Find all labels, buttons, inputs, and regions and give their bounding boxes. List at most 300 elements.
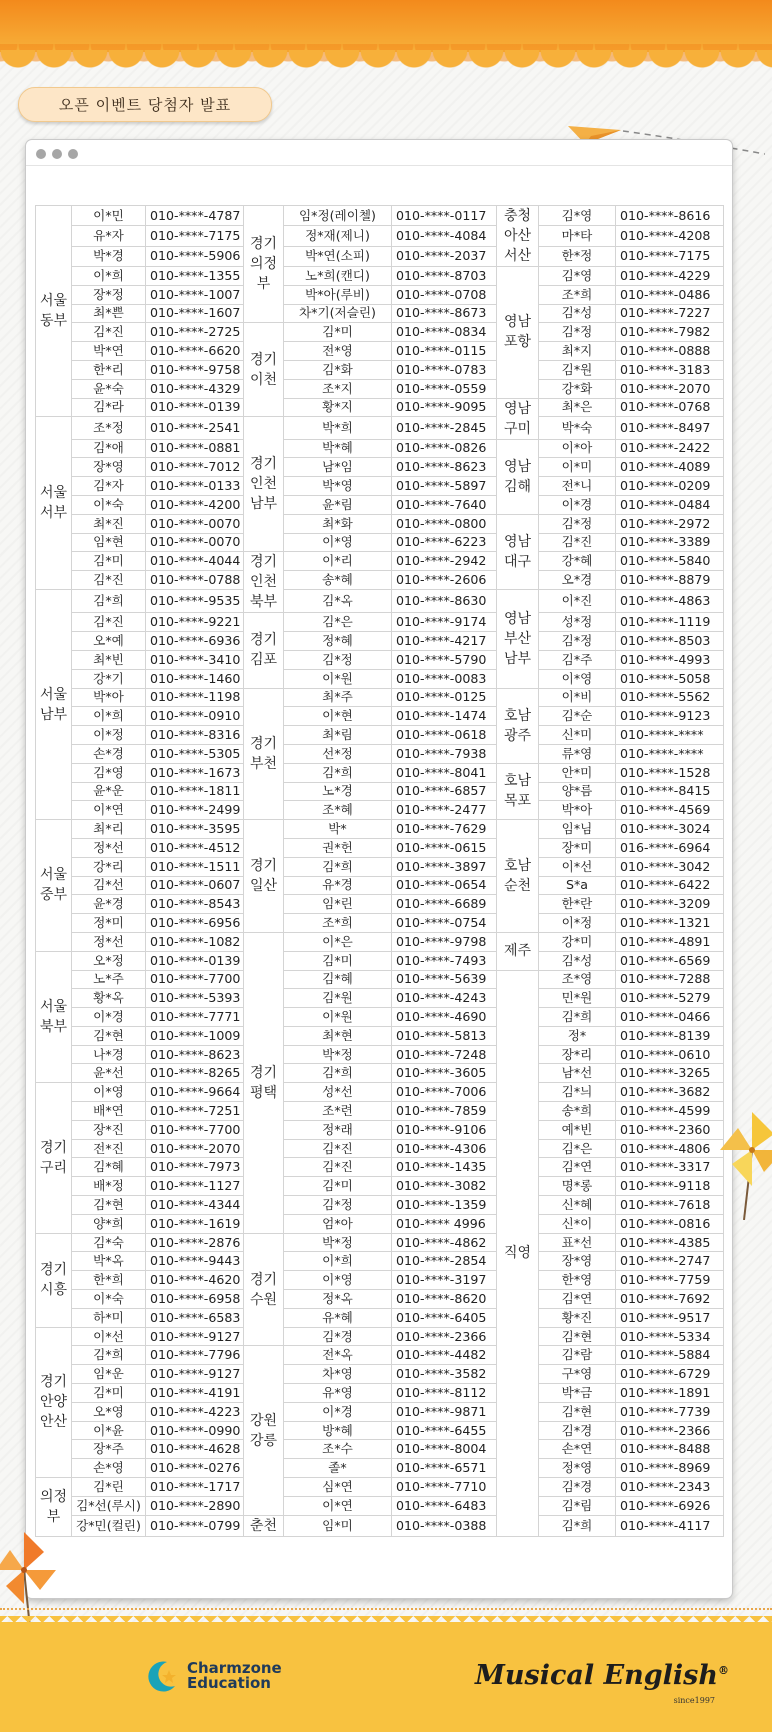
winner-phone: 010-****-2499	[146, 801, 244, 820]
winner-name: 김*미	[284, 951, 392, 970]
region-cell: 경기 일산	[244, 820, 284, 933]
winner-phone: 010-****-7248	[392, 1045, 497, 1064]
winner-name: 김*미	[284, 1177, 392, 1196]
winner-phone: 010-****-1474	[392, 707, 497, 726]
musical-english-logo: Musical English® since1997	[475, 1660, 729, 1705]
winner-name: 김*희	[284, 1064, 392, 1083]
winner-phone: 010-****-3082	[392, 1177, 497, 1196]
table-row	[36, 951, 724, 970]
winner-phone: 010-****-9535	[146, 589, 244, 612]
winner-phone: 010-****-8488	[616, 1440, 724, 1459]
region-cell: 서울 동부	[36, 206, 72, 417]
winner-name: 전*진	[72, 1139, 146, 1158]
winner-phone: 010-****-4806	[616, 1139, 724, 1158]
winner-phone: 010-****-5639	[392, 970, 497, 989]
winner-phone: 010-****-0125	[392, 688, 497, 707]
winner-name: 차*영	[284, 1365, 392, 1384]
winner-name: 김*경	[539, 1478, 616, 1497]
winner-name: 김*정	[539, 323, 616, 342]
table-row	[36, 801, 724, 820]
winner-name: 김*늬	[539, 1083, 616, 1102]
table-row	[36, 1252, 724, 1271]
winner-name: 조*수	[284, 1440, 392, 1459]
winner-name: 이*현	[284, 707, 392, 726]
region-cell: 경기 부천	[244, 688, 284, 820]
header-scallop-front	[0, 50, 772, 70]
region-cell: 경기 안양 안산	[36, 1327, 72, 1477]
table-row	[36, 379, 724, 398]
winner-phone: 010-****-0115	[392, 342, 497, 361]
winner-name: 강*기	[72, 669, 146, 688]
winner-name: 이*경	[539, 495, 616, 514]
winner-phone: 010-****-5393	[146, 989, 244, 1008]
table-row	[36, 1233, 724, 1252]
winner-phone: 010-****-8623	[146, 1045, 244, 1064]
winner-phone: 010-****-6405	[392, 1308, 497, 1327]
winner-name: 이*은	[284, 932, 392, 951]
winner-name: 김*람	[539, 1346, 616, 1365]
region-cell: 경기 이천	[244, 323, 284, 417]
winner-phone: 010-****-3595	[146, 820, 244, 839]
winner-phone: 010-****-7938	[392, 744, 497, 763]
winner-name: 박*정	[284, 1045, 392, 1064]
winner-name: 이*연	[72, 801, 146, 820]
winner-name: 박*영	[284, 477, 392, 496]
winner-phone: 010-****-0754	[392, 914, 497, 933]
winner-phone: 010-****-0799	[146, 1515, 244, 1536]
winner-name: 신*미	[539, 726, 616, 745]
winner-phone: 010-****-7759	[616, 1271, 724, 1290]
winner-phone: 010-****-0466	[616, 1008, 724, 1027]
winner-phone: 010-****-1717	[146, 1478, 244, 1497]
winner-phone: 010-****-1009	[146, 1026, 244, 1045]
winner-name: 나*경	[72, 1045, 146, 1064]
winner-phone: 010-****-4306	[392, 1139, 497, 1158]
winner-phone: 010-****-4191	[146, 1384, 244, 1403]
winner-name: 김*연	[539, 1290, 616, 1309]
winner-phone: 010-****-4690	[392, 1008, 497, 1027]
winner-name: S*a	[539, 876, 616, 895]
winner-phone: 010-****-8543	[146, 895, 244, 914]
winner-name: 이*영	[539, 669, 616, 688]
winner-phone: 010-****-0615	[392, 838, 497, 857]
pinwheel-orange-icon	[0, 1518, 60, 1628]
table-row	[36, 1271, 724, 1290]
winner-phone: 010-****-0834	[392, 323, 497, 342]
winner-name: 한*희	[72, 1271, 146, 1290]
winner-phone: 010-****-3389	[616, 533, 724, 552]
winner-name: 황*진	[539, 1308, 616, 1327]
winner-phone: 010-****-6958	[146, 1290, 244, 1309]
winner-phone: 010-****-3265	[616, 1064, 724, 1083]
winner-phone: 010-****-9123	[616, 707, 724, 726]
winner-name: 손*경	[72, 744, 146, 763]
winner-name: 김*혜	[72, 1158, 146, 1177]
winner-phone: 010-**** 4996	[392, 1214, 497, 1233]
winner-name: 정*영	[539, 1459, 616, 1478]
winner-phone: 010-****-1355	[146, 267, 244, 286]
table-row	[36, 669, 724, 688]
winner-phone: 010-****-5305	[146, 744, 244, 763]
winner-name: 이*연	[284, 1496, 392, 1515]
winner-name: 임*운	[72, 1365, 146, 1384]
table-row	[36, 1102, 724, 1121]
winner-name: 노*희(캔디)	[284, 267, 392, 286]
winner-name: 류*영	[539, 744, 616, 763]
winner-phone: 010-****-7227	[616, 304, 724, 323]
winner-name: 장*미	[539, 838, 616, 857]
winner-phone: 010-****-4223	[146, 1402, 244, 1421]
winner-phone: 010-****-5279	[616, 989, 724, 1008]
winner-phone: 010-****-6422	[616, 876, 724, 895]
table-row	[36, 417, 724, 439]
region-cell: 경기 인천 남부	[244, 417, 284, 552]
table-row	[36, 1421, 724, 1440]
winner-name: 구*영	[539, 1365, 616, 1384]
winner-phone: 010-****-3410	[146, 650, 244, 669]
winner-phone: 010-****-6583	[146, 1308, 244, 1327]
table-row	[36, 1402, 724, 1421]
table-row	[36, 285, 724, 304]
winner-phone: 010-****-2477	[392, 801, 497, 820]
table-row	[36, 226, 724, 246]
table-row	[36, 458, 724, 477]
winner-phone: 010-****-3605	[392, 1064, 497, 1083]
winner-phone: 016-****-6964	[616, 838, 724, 857]
winner-name: 노*주	[72, 970, 146, 989]
winner-phone: 010-****-9127	[146, 1365, 244, 1384]
winner-phone: 010-****-0783	[392, 360, 497, 379]
winner-phone: 010-****-0610	[616, 1045, 724, 1064]
table-row	[36, 613, 724, 632]
table-row	[36, 914, 724, 933]
charmzone-logo: Charmzone Education	[145, 1658, 282, 1694]
winner-name: 유*경	[284, 876, 392, 895]
winner-phone: 010-****-8497	[616, 417, 724, 439]
winner-name: 마*타	[539, 226, 616, 246]
winner-name: 김*원	[539, 360, 616, 379]
winner-phone: 010-****-0070	[146, 533, 244, 552]
region-cell: 서울 중부	[36, 820, 72, 952]
winner-name: 이*희	[72, 267, 146, 286]
winner-phone: 010-****-1007	[146, 285, 244, 304]
winner-phone: 010-****-4117	[616, 1515, 724, 1536]
winner-name: 김*영	[539, 267, 616, 286]
table-row	[36, 1496, 724, 1515]
winner-name: 박*희	[284, 417, 392, 439]
winner-phone: 010-****-0910	[146, 707, 244, 726]
winner-phone: 010-****-4862	[392, 1233, 497, 1252]
winner-phone: 010-****-0800	[392, 514, 497, 533]
winner-name: 김*진	[284, 1158, 392, 1177]
region-cell: 제주	[497, 932, 539, 970]
winner-name: 김*영	[539, 206, 616, 226]
winner-name: 윤*림	[284, 495, 392, 514]
winner-name: 김*순	[539, 707, 616, 726]
winner-name: 이*경	[284, 1402, 392, 1421]
winner-name: 박*혜	[284, 439, 392, 458]
winner-name: 이*진	[539, 589, 616, 612]
winner-phone: 010-****-1511	[146, 857, 244, 876]
winner-name: 이*민	[72, 206, 146, 226]
winner-phone: 010-****-6729	[616, 1365, 724, 1384]
winner-name: 심*연	[284, 1478, 392, 1497]
winner-phone: 010-****-6483	[392, 1496, 497, 1515]
table-row	[36, 1365, 724, 1384]
winner-phone: 010-****-4329	[146, 379, 244, 398]
table-row	[36, 1177, 724, 1196]
winner-name: 오*영	[72, 1402, 146, 1421]
winner-phone: 010-****-5897	[392, 477, 497, 496]
winner-phone: 010-****-8041	[392, 763, 497, 782]
winner-phone: 010-****-9221	[146, 613, 244, 632]
table-row	[36, 1384, 724, 1403]
winner-name: 김*화	[284, 360, 392, 379]
winner-phone: 010-****-0881	[146, 439, 244, 458]
winner-name: 조*희	[539, 285, 616, 304]
winner-phone: 010-****-2876	[146, 1233, 244, 1252]
winner-phone: 010-****-7859	[392, 1102, 497, 1121]
winner-phone: 010-****-7692	[616, 1290, 724, 1309]
winner-name: 김*진	[72, 613, 146, 632]
winner-name: 정*옥	[284, 1290, 392, 1309]
winner-name: 이*숙	[72, 1290, 146, 1309]
winner-name: 김*미	[72, 552, 146, 571]
winner-phone: 010-****-4044	[146, 552, 244, 571]
table-row	[36, 857, 724, 876]
winner-name: 윤*선	[72, 1064, 146, 1083]
winner-name: 선*정	[284, 744, 392, 763]
winner-name: 강*민(컬린)	[72, 1515, 146, 1536]
winner-name: 박*경	[72, 246, 146, 266]
region-cell: 서울 북부	[36, 951, 72, 1083]
table-row	[36, 1196, 724, 1215]
winner-name: 강*혜	[539, 552, 616, 571]
winner-name: 최*은	[539, 398, 616, 417]
winner-phone: 010-****-1359	[392, 1196, 497, 1215]
winner-name: 방*혜	[284, 1421, 392, 1440]
winner-name: 이*영	[72, 1083, 146, 1102]
winner-name: 민*원	[539, 989, 616, 1008]
winner-name: 김*주	[539, 650, 616, 669]
winner-name: 정*선	[72, 838, 146, 857]
table-row	[36, 1026, 724, 1045]
winner-name: 성*선	[284, 1083, 392, 1102]
winner-name: 이*경	[72, 1008, 146, 1027]
table-row	[36, 342, 724, 361]
winner-phone: 010-****-9758	[146, 360, 244, 379]
table-row	[36, 726, 724, 745]
winner-name: 김*미	[284, 323, 392, 342]
winner-name: 박*정	[284, 1233, 392, 1252]
winner-name: 이*윤	[72, 1421, 146, 1440]
winner-name: 이*영	[284, 533, 392, 552]
winner-phone: 010-****-4993	[616, 650, 724, 669]
winner-phone: 010-****-4569	[616, 801, 724, 820]
winner-name: 최*쁜	[72, 304, 146, 323]
winner-phone: 010-****-4217	[392, 632, 497, 651]
winner-phone: 010-****-1198	[146, 688, 244, 707]
winner-phone: 010-****-4599	[616, 1102, 724, 1121]
winner-name: 김*현	[539, 1327, 616, 1346]
table-row	[36, 1327, 724, 1346]
winner-name: 김*정	[284, 1196, 392, 1215]
winner-name: 박*금	[539, 1384, 616, 1403]
winner-phone: 010-****-8004	[392, 1440, 497, 1459]
winner-name: 김*진	[284, 1139, 392, 1158]
table-row	[36, 589, 724, 612]
winner-phone: 010-****-0826	[392, 439, 497, 458]
winner-name: 김*은	[284, 613, 392, 632]
winner-phone: 010-****-4891	[616, 932, 724, 951]
winner-phone: 010-****-6571	[392, 1459, 497, 1478]
winner-name: 김*정	[284, 650, 392, 669]
winner-phone: 010-****-0708	[392, 285, 497, 304]
winner-name: 이*희	[72, 707, 146, 726]
winner-name: 박*아	[72, 688, 146, 707]
winner-phone: 010-****-2942	[392, 552, 497, 571]
winner-phone: 010-****-0768	[616, 398, 724, 417]
winner-name: 신*이	[539, 1214, 616, 1233]
winner-phone: 010-****-8620	[392, 1290, 497, 1309]
winner-name: 정*재(제니)	[284, 226, 392, 246]
winner-phone: 010-****-4628	[146, 1440, 244, 1459]
winner-phone: 010-****-6455	[392, 1421, 497, 1440]
winner-name: 김*경	[539, 1421, 616, 1440]
winner-name: 박*	[284, 820, 392, 839]
table-row	[36, 304, 724, 323]
winner-name: 김*연	[539, 1158, 616, 1177]
winner-name: 이*비	[539, 688, 616, 707]
winner-name: 조*희	[284, 914, 392, 933]
winner-phone: 010-****-****	[616, 726, 724, 745]
winner-name: 강*미	[539, 932, 616, 951]
winner-phone: 010-****-0654	[392, 876, 497, 895]
winner-name: 김*옥	[284, 589, 392, 612]
winner-name: 이*정	[72, 726, 146, 745]
winner-name: 김*림	[539, 1496, 616, 1515]
winner-name: 엄*아	[284, 1214, 392, 1233]
table-row	[36, 932, 724, 951]
winner-phone: 010-****-0888	[616, 342, 724, 361]
winner-phone: 010-****-2366	[616, 1421, 724, 1440]
winner-name: 양*름	[539, 782, 616, 801]
region-cell: 강원 강릉	[244, 1346, 284, 1515]
region-cell: 영남 대구	[497, 514, 539, 589]
winner-phone: 010-****-6956	[146, 914, 244, 933]
table-row	[36, 707, 724, 726]
pinwheel-icon	[714, 1110, 772, 1220]
winner-name: 한*리	[72, 360, 146, 379]
winner-phone: 010-****-6926	[616, 1496, 724, 1515]
winner-name: 김*정	[539, 632, 616, 651]
winner-phone: 010-****-3682	[616, 1083, 724, 1102]
winner-phone: 010-****-4200	[146, 495, 244, 514]
winner-phone: 010-****-0559	[392, 379, 497, 398]
winner-name: 이*미	[539, 458, 616, 477]
winner-phone: 010-****-8879	[616, 571, 724, 590]
winner-phone: 010-****-7175	[146, 226, 244, 246]
winner-phone: 010-****-7629	[392, 820, 497, 839]
winner-name: 이*숙	[72, 495, 146, 514]
winner-phone: 010-****-4208	[616, 226, 724, 246]
table-row	[36, 989, 724, 1008]
winner-name: 남*선	[539, 1064, 616, 1083]
winner-phone: 010-****-1673	[146, 763, 244, 782]
winner-name: 강*리	[72, 857, 146, 876]
winner-phone: 010-****-9106	[392, 1120, 497, 1139]
winner-name: 최*빈	[72, 650, 146, 669]
winner-name: 김*성	[539, 951, 616, 970]
winner-phone: 010-****-2972	[616, 514, 724, 533]
winner-phone: 010-****-0607	[146, 876, 244, 895]
region-cell: 서울 남부	[36, 589, 72, 819]
winner-phone: 010-****-6689	[392, 895, 497, 914]
winner-name: 남*임	[284, 458, 392, 477]
winner-name: 김*영	[72, 763, 146, 782]
winner-phone: 010-****-5884	[616, 1346, 724, 1365]
winner-name: 유*영	[284, 1384, 392, 1403]
page-title: 오픈 이벤트 당첨자 발표	[18, 87, 272, 122]
winner-phone: 010-****-9443	[146, 1252, 244, 1271]
winner-name: 박*아(루비)	[284, 285, 392, 304]
winner-name: 오*정	[72, 951, 146, 970]
table-row	[36, 1158, 724, 1177]
winner-phone: 010-****-8503	[616, 632, 724, 651]
region-cell: 충청 아산 서산	[497, 206, 539, 267]
footer	[0, 1622, 772, 1732]
winner-name: 김*선(루시)	[72, 1496, 146, 1515]
winner-phone: 010-****-6857	[392, 782, 497, 801]
winner-name: 김*자	[72, 477, 146, 496]
winner-name: 노*경	[284, 782, 392, 801]
winner-phone: 010-****-4243	[392, 989, 497, 1008]
winner-phone: 010-****-0209	[616, 477, 724, 496]
table-row	[36, 1459, 724, 1478]
winner-name: 이*선	[72, 1327, 146, 1346]
region-cell: 경기 시흥	[36, 1233, 72, 1327]
region-cell: 경기 인천 북부	[244, 552, 284, 613]
winner-name: 김*진	[72, 323, 146, 342]
winner-phone: 010-****-7493	[392, 951, 497, 970]
winner-phone: 010-****-2606	[392, 571, 497, 590]
winner-name: 김*희	[539, 1515, 616, 1536]
winner-name: 차*기(저슬린)	[284, 304, 392, 323]
winner-name: 박*아	[539, 801, 616, 820]
table-row	[36, 360, 724, 379]
winner-name: 김*경	[284, 1327, 392, 1346]
winner-phone: 010-****-6569	[616, 951, 724, 970]
winner-name: 김*현	[72, 1196, 146, 1215]
winner-phone: 010-****-5790	[392, 650, 497, 669]
winner-name: 정*래	[284, 1120, 392, 1139]
winner-name: 최*주	[284, 688, 392, 707]
winner-name: 최*리	[72, 820, 146, 839]
table-row	[36, 398, 724, 417]
winner-name: 전*옥	[284, 1346, 392, 1365]
table-row	[36, 533, 724, 552]
winner-phone: 010-****-7796	[146, 1346, 244, 1365]
winner-name: 김*은	[539, 1139, 616, 1158]
winner-phone: 010-****-8265	[146, 1064, 244, 1083]
winner-phone: 010-****-5906	[146, 246, 244, 266]
winner-name: 성*정	[539, 613, 616, 632]
table-row	[36, 1064, 724, 1083]
winner-name: 임*현	[72, 533, 146, 552]
winner-phone: 010-****-0990	[146, 1421, 244, 1440]
winner-name: 한*정	[539, 246, 616, 266]
winner-phone: 010-****-8616	[616, 206, 724, 226]
